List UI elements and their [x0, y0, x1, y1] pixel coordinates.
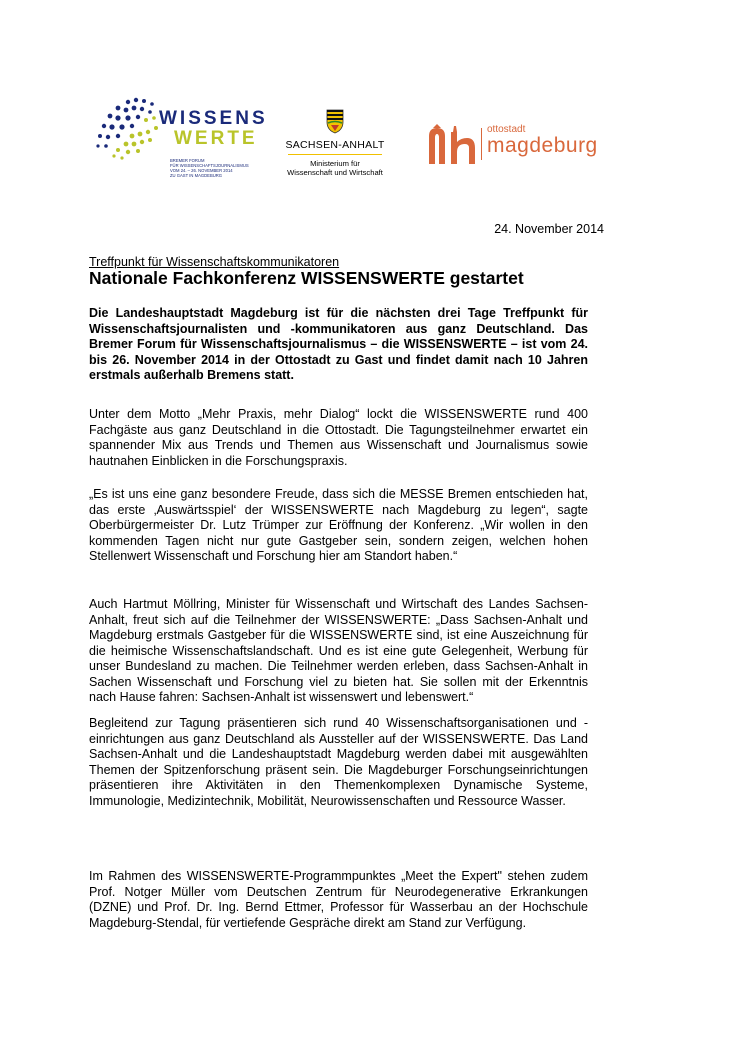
wissenswerte-dots-icon: [88, 92, 168, 162]
magdeburg-ottostadt: ottostadt: [487, 124, 526, 135]
wissenswerte-tagline-line: FÜR WISSENSCHAFTSJOURNALISMUS: [170, 163, 249, 168]
sachsen-anhalt-logo: [280, 108, 390, 188]
page-title: Nationale Fachkonferenz WISSENSWERTE gestartet: [89, 268, 524, 288]
wissenswerte-word-2: WERTE: [174, 128, 258, 149]
body-paragraph: „Es ist uns eine ganz besondere Freude, dass sich die MESSE Bremen entschieden hat, das erste ‚Auswärtsspiel‘ der WISSENSWERTE nach Magdeburg zu legen“, sagte Oberbürgermeister Dr. Lutz Trümper zur Eröffnung der Konferenz. „Wir wollen in den kommenden Tagen nicht nur gute Gastgeber sein, sondern zeigen, welchen hohen Stellenwert Wissenschaft und Forschung hier am Standort haben.“: [89, 487, 588, 563]
sachsen-anhalt-name: SACHSEN-ANHALT: [285, 139, 385, 151]
sachsen-anhalt-ministry: [280, 159, 390, 177]
wissenswerte-tagline-line: ZU GAST IN MAGDEBURG: [170, 173, 223, 178]
body-paragraph: Auch Hartmut Möllring, Minister für Wissenschaft und Wirtschaft des Landes Sachsen-Anhalt, freut sich auf die Teilnehmer der WISSENSWERTE: „Dass Sachsen-Anhalt und Magdeburg erstmals Gastgeber für die WISSENSWERTE sind, ist eine Auszeichnung für die heimische Wissenschaftslandschaft. Und es ist eine gute Gelegenheit, Werbung für unser Bundesland zu machen. Die Teilnehmer werden erleben, dass Sachsen-Anhalt in Sachen Wissenschaft und Forschung viel zu bieten hat. Sie sollen mit der Erkenntnis nach Hause fahren: Sachsen-Anhalt ist wissenswert und lebenswert.“: [89, 597, 588, 704]
wissenswerte-tagline-line: BREMER FORUM: [170, 158, 205, 163]
wissenswerte-tagline-line: VOM 24. – 26. NOVEMBER 2014: [170, 168, 233, 173]
ministry-line-1: Ministerium für: [310, 159, 360, 168]
coat-of-arms-icon: [325, 108, 345, 134]
kicker-line: Treffpunkt für Wissenschaftskommunikatoren: [89, 255, 340, 269]
body-paragraph: Im Rahmen des WISSENSWERTE-Programmpunktes „Meet the Expert" stehen zudem Prof. Notger Müller vom Deutschen Zentrum für Neurodegenerative Erkrankungen (DZNE) und Prof. Dr. Ing. Bernd Ettmer, Professor für Wasserbau an der Hochschule Magdeburg-Stendal, für vertiefende Gespräche direkt am Stand zur Verfügung.: [89, 869, 588, 930]
ministry-line-2: Wissenschaft und Wirtschaft: [287, 168, 383, 177]
body-paragraph: Unter dem Motto „Mehr Praxis, mehr Dialog“ lockt die WISSENSWERTE rund 400 Fachgäste aus ganz Deutschland in die Ottostadt. Die Tagungsteilnehmer erwartet ein spannender Mix aus Trends und Themen aus Wissenschaft und Journalismus sowie hautnahen Einblicken in die Forschungspraxis.: [89, 407, 588, 468]
magdeburg-emblem-icon: [425, 124, 479, 166]
lead-paragraph: Die Landeshauptstadt Magdeburg ist für die nächsten drei Tage Treffpunkt für Wissenschaftsjournalisten und -kommunikatoren aus ganz Deutschland. Das Bremer Forum für Wissenschaftsjournalismus – die WISSENSWERTE – ist vom 24. bis 26. November 2014 in der Ottostadt zu Gast und findet damit nach 10 Jahren erstmals außerhalb Bremens statt.: [89, 306, 588, 382]
sachsen-anhalt-divider: [288, 154, 382, 155]
magdeburg-separator: [481, 128, 482, 160]
wissenswerte-word-1: WISSENS: [159, 108, 268, 129]
magdeburg-wordmark: magdeburg: [487, 134, 598, 157]
magdeburg-logo: [425, 124, 615, 170]
document-date: 24. November 2014: [494, 222, 604, 236]
wissenswerte-logo: [88, 92, 268, 192]
body-paragraph: Begleitend zur Tagung präsentieren sich rund 40 Wissenschaftsorganisationen und -einrichtungen aus ganz Deutschland als Aussteller auf der WISSENSWERTE. Das Land Sachsen-Anhalt und die Landeshauptstadt Magdeburg werden dabei mit ausgewählten Themen der Spitzenforschung präsent sein. Die Magdeburger Forschungseinrichtungen präsentieren ihre Aktivitäten in den Themenkomplexen Dynamische Systeme, Immunologie, Medizintechnik, Mobilität, Neurowissenschaften und Ressource Wasser.: [89, 716, 588, 808]
logo-bar: [0, 0, 746, 200]
wissenswerte-tagline: [170, 158, 270, 178]
